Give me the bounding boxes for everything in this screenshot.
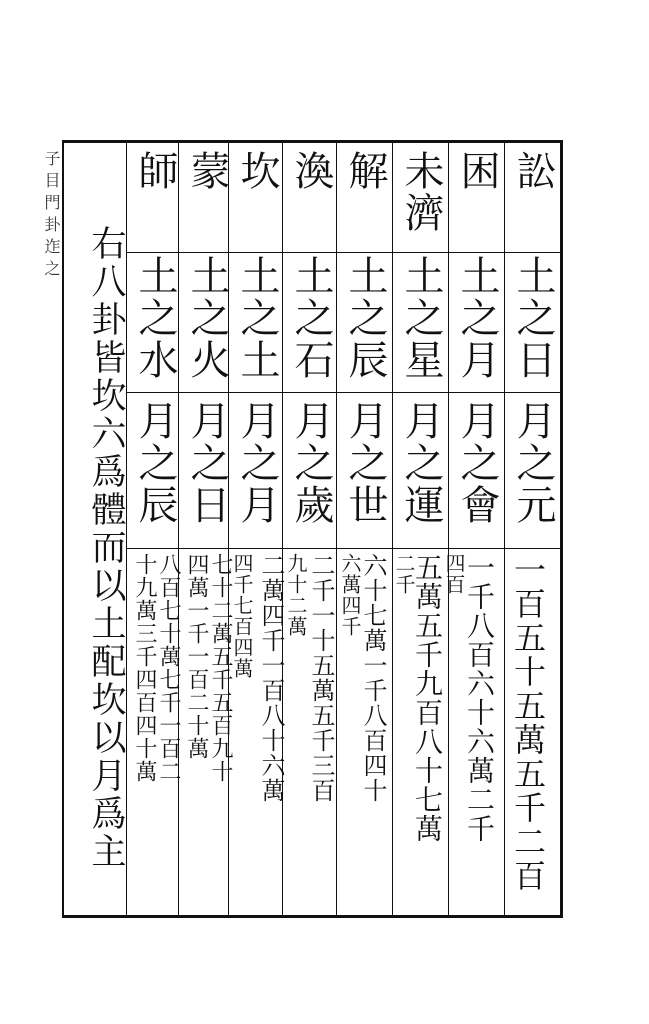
commentary-note: 右八卦皆坎六爲體而以土配坎以月爲主 bbox=[86, 225, 126, 871]
number-text-sub: 二千 bbox=[392, 553, 416, 595]
row-line-3 bbox=[126, 548, 561, 549]
element-label: 土之水 bbox=[132, 255, 178, 381]
element-label: 土之石 bbox=[288, 255, 334, 381]
moon-label: 月之世 bbox=[342, 400, 388, 526]
number-text-sub: 四萬一千一百二十萬 bbox=[184, 553, 209, 760]
moon-label: 月之歲 bbox=[288, 400, 334, 526]
element-label: 土之辰 bbox=[342, 255, 388, 381]
hexagram-title: 解 bbox=[342, 150, 388, 192]
moon-label: 月之月 bbox=[234, 400, 280, 526]
moon-label: 月之運 bbox=[398, 400, 444, 526]
number-text-sub: 九十二萬 bbox=[284, 553, 308, 637]
top-border bbox=[62, 140, 562, 143]
col-line-1 bbox=[504, 143, 505, 915]
moon-label: 月之元 bbox=[510, 400, 556, 526]
hexagram-title: 師 bbox=[132, 150, 178, 192]
element-label: 土之星 bbox=[398, 255, 444, 381]
element-label: 土之土 bbox=[234, 255, 280, 381]
moon-label: 月之辰 bbox=[132, 400, 178, 526]
col-line-8 bbox=[126, 143, 127, 915]
moon-label: 月之會 bbox=[454, 400, 500, 526]
number-text: 一千八百六十六萬二千 bbox=[463, 553, 496, 843]
number-text: 一百五十五萬五千二百 bbox=[509, 553, 547, 893]
number-text-sub: 四千七百四萬 bbox=[230, 553, 254, 679]
number-text-sub: 四百 bbox=[442, 553, 466, 595]
hexagram-title: 未濟 bbox=[398, 150, 444, 234]
hexagram-title: 困 bbox=[454, 150, 500, 192]
col-line-2 bbox=[448, 143, 449, 915]
bottom-border bbox=[62, 915, 562, 918]
hexagram-title: 蒙 bbox=[184, 150, 230, 192]
edge-text: 子目門卦迮之 bbox=[42, 150, 61, 282]
hexagram-title: 訟 bbox=[510, 150, 556, 192]
number-text: 五萬五千九百八十七萬 bbox=[411, 553, 444, 843]
hexagram-title: 坎 bbox=[234, 150, 280, 192]
number-text: 二萬四千一百八十六萬 bbox=[257, 553, 285, 803]
row-line-1 bbox=[126, 252, 561, 253]
number-text-sub: 十九萬三千四百四十萬 bbox=[132, 553, 157, 783]
number-text: 二千一十五萬五千三百 bbox=[307, 553, 335, 803]
right-border bbox=[560, 140, 563, 918]
moon-label: 月之日 bbox=[184, 400, 230, 526]
element-label: 土之月 bbox=[454, 255, 500, 381]
number-text: 七十二萬五千五百九十 bbox=[208, 553, 233, 783]
hexagram-title: 渙 bbox=[288, 150, 334, 192]
element-label: 土之火 bbox=[184, 255, 230, 381]
number-text: 八百七十萬七千一百二 bbox=[156, 553, 181, 783]
col-line-3 bbox=[392, 143, 393, 915]
number-text-sub: 六萬四千 bbox=[338, 553, 362, 637]
row-line-2 bbox=[126, 392, 561, 393]
number-text: 六十七萬一千八百四十 bbox=[359, 553, 387, 803]
element-label: 土之日 bbox=[510, 255, 556, 381]
